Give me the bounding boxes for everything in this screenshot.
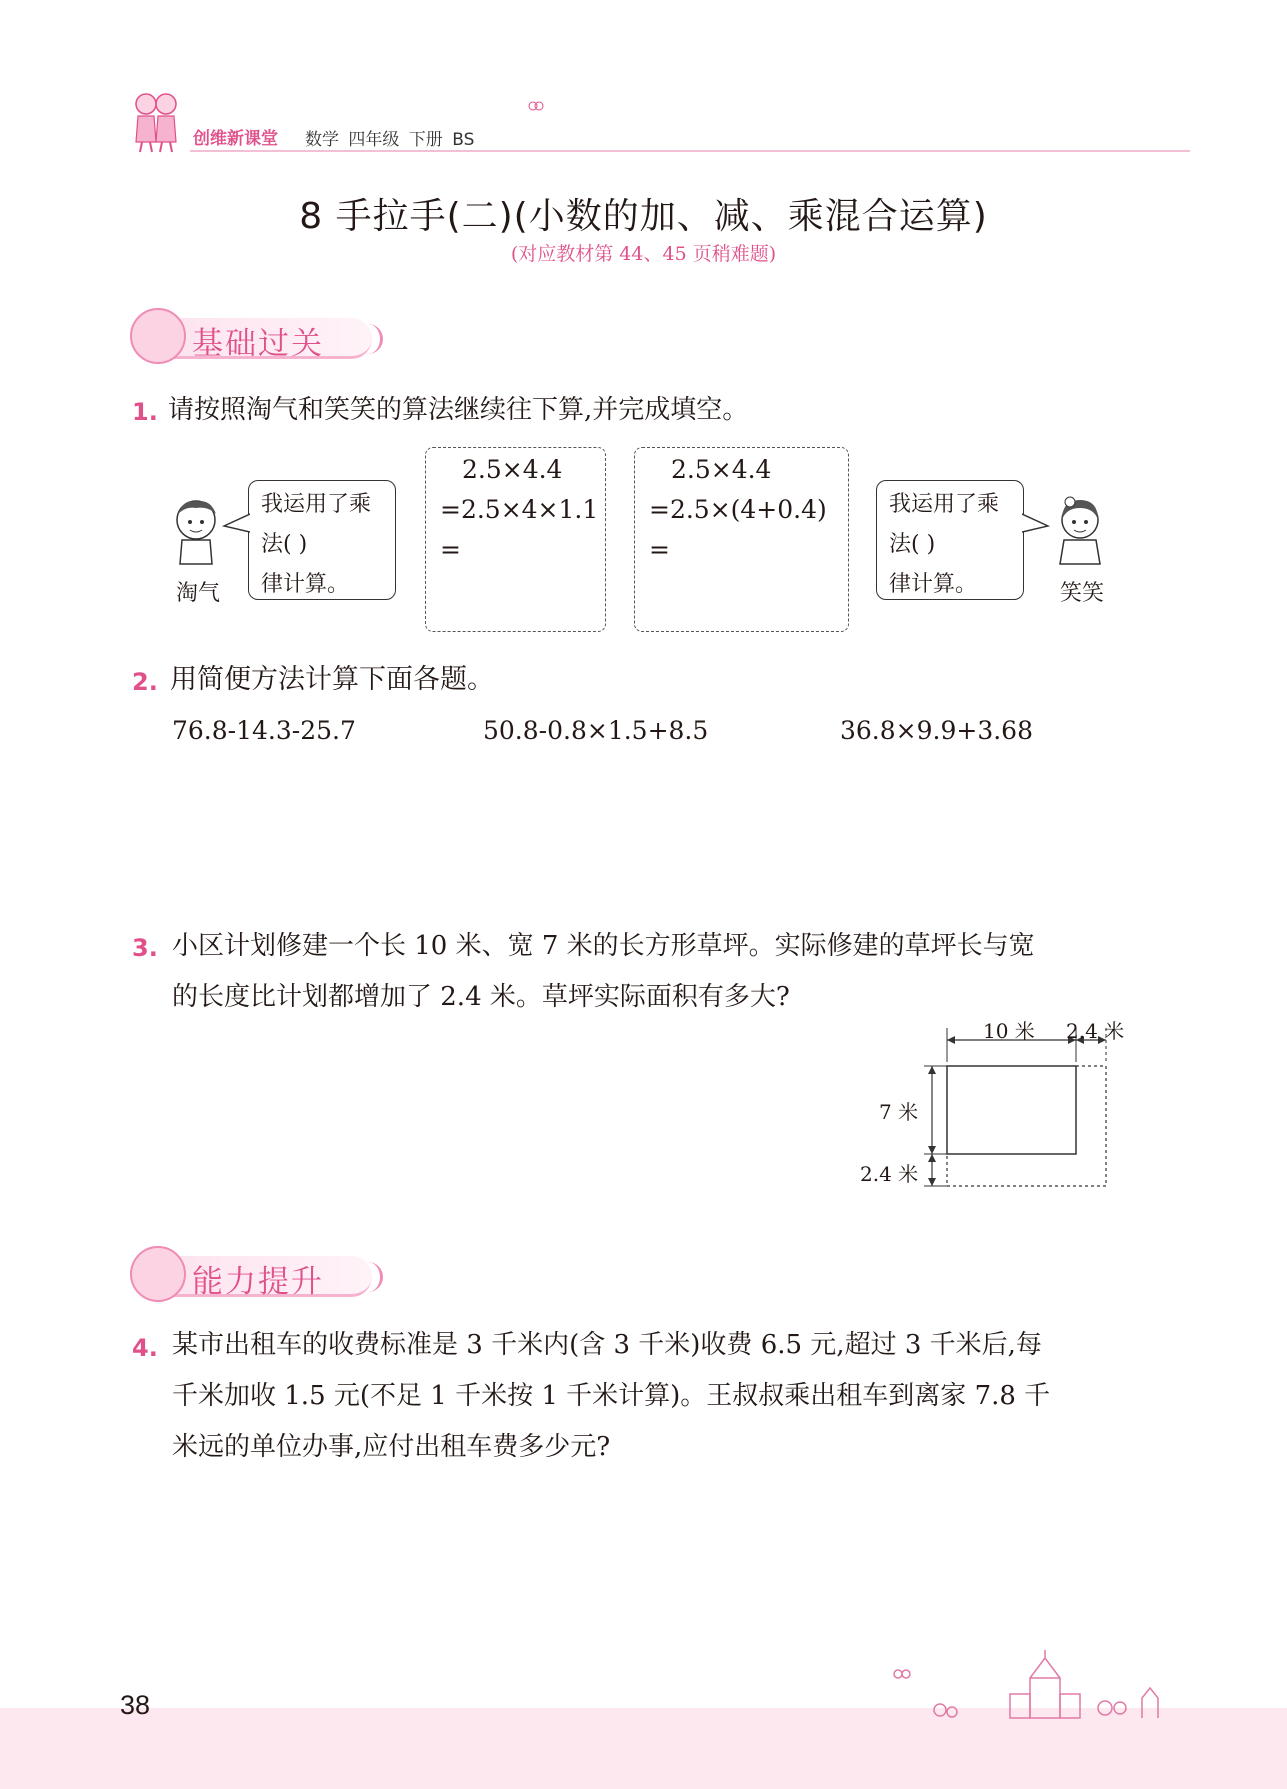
calc-line: = (440, 535, 461, 564)
calc-line: 2.5×4.4 (671, 455, 772, 484)
page-subtitle: (对应教材第 44、45 页稍难题) (510, 243, 777, 265)
bubble-line: 我运用了乘 (261, 492, 372, 517)
left-character-name: 淘气 (176, 581, 221, 606)
expression-1: 76.8-14.3-25.7 (172, 716, 356, 745)
expression-2: 50.8-0.8×1.5+8.5 (483, 716, 709, 745)
calc-line: =2.5×(4+0.4) (649, 495, 827, 524)
section-banner-advanced (130, 1246, 390, 1302)
question-number: 1. (132, 398, 158, 426)
bubble-line: 律计算。 (261, 572, 350, 597)
left-speech-bubble (248, 480, 396, 600)
dim-width-label: 7 米 (879, 1100, 919, 1124)
dim-width-add-label: 2.4 米 (860, 1162, 919, 1186)
castle-decoration-icon (880, 1650, 1170, 1720)
xiaoxiao-girl-icon (1048, 496, 1110, 566)
bubble-pointer (1022, 512, 1050, 534)
calc-line: = (649, 535, 670, 564)
question-number: 2. (132, 668, 158, 696)
flower-icon (526, 98, 546, 114)
right-character-name: 笑笑 (1060, 581, 1105, 606)
question-text-line: 米远的单位办事,应付出租车费多少元? (172, 1432, 611, 1462)
calc-box-right[interactable] (634, 447, 849, 632)
question-text: 用简便方法计算下面各题。 (170, 664, 494, 695)
dim-length-add-label: 2.4 米 (1066, 1019, 1125, 1043)
student-avatar-icon (130, 308, 186, 364)
student-avatar-icon (130, 1246, 186, 1302)
page-title: 8 手拉手(二)(小数的加、减、乘混合运算) (299, 196, 988, 237)
page-number: 38 (120, 1690, 151, 1720)
question-text-line: 小区计划修建一个长 10 米、宽 7 米的长方形草坪。实际修建的草坪长与宽 (172, 931, 1035, 961)
calc-box-left[interactable] (425, 447, 606, 632)
question-text-line: 的长度比计划都增加了 2.4 米。草坪实际面积有多大? (172, 982, 790, 1012)
dim-length-label: 10 米 (983, 1019, 1035, 1043)
header-subject-grade: 数学 四年级 下册 BS (305, 130, 475, 150)
expression-3: 36.8×9.9+3.68 (840, 716, 1033, 745)
calc-line: 2.5×4.4 (462, 455, 563, 484)
header-kids-icon (126, 90, 186, 154)
question-text-line: 千米加收 1.5 元(不足 1 千米按 1 千米计算)。王叔叔乘出租车到离家 7.8 千 (172, 1381, 1051, 1411)
bubble-line: 我运用了乘 (889, 492, 1000, 517)
section-label: 基础过关 (192, 326, 324, 362)
header-divider (190, 150, 1190, 152)
footer-band (0, 1708, 1287, 1789)
question-number: 4. (132, 1334, 158, 1362)
right-speech-bubble (876, 480, 1024, 600)
taoqi-boy-icon (166, 496, 228, 566)
section-banner-basic (130, 308, 390, 364)
question-text: 请按照淘气和笑笑的算法继续往下算,并完成填空。 (168, 395, 749, 425)
bubble-fill-blank[interactable]: 法( ) (889, 532, 936, 557)
bubble-pointer (222, 512, 250, 534)
bubble-fill-blank[interactable]: 法( ) (261, 532, 308, 557)
question-number: 3. (132, 934, 158, 962)
calc-line: =2.5×4×1.1 (440, 495, 599, 524)
header-brand: 创维新课堂 (193, 129, 278, 149)
section-label: 能力提升 (192, 1264, 324, 1300)
bubble-line: 律计算。 (889, 572, 978, 597)
question-text-line: 某市出租车的收费标准是 3 千米内(含 3 千米)收费 6.5 元,超过 3 千米后,每 (172, 1330, 1042, 1360)
